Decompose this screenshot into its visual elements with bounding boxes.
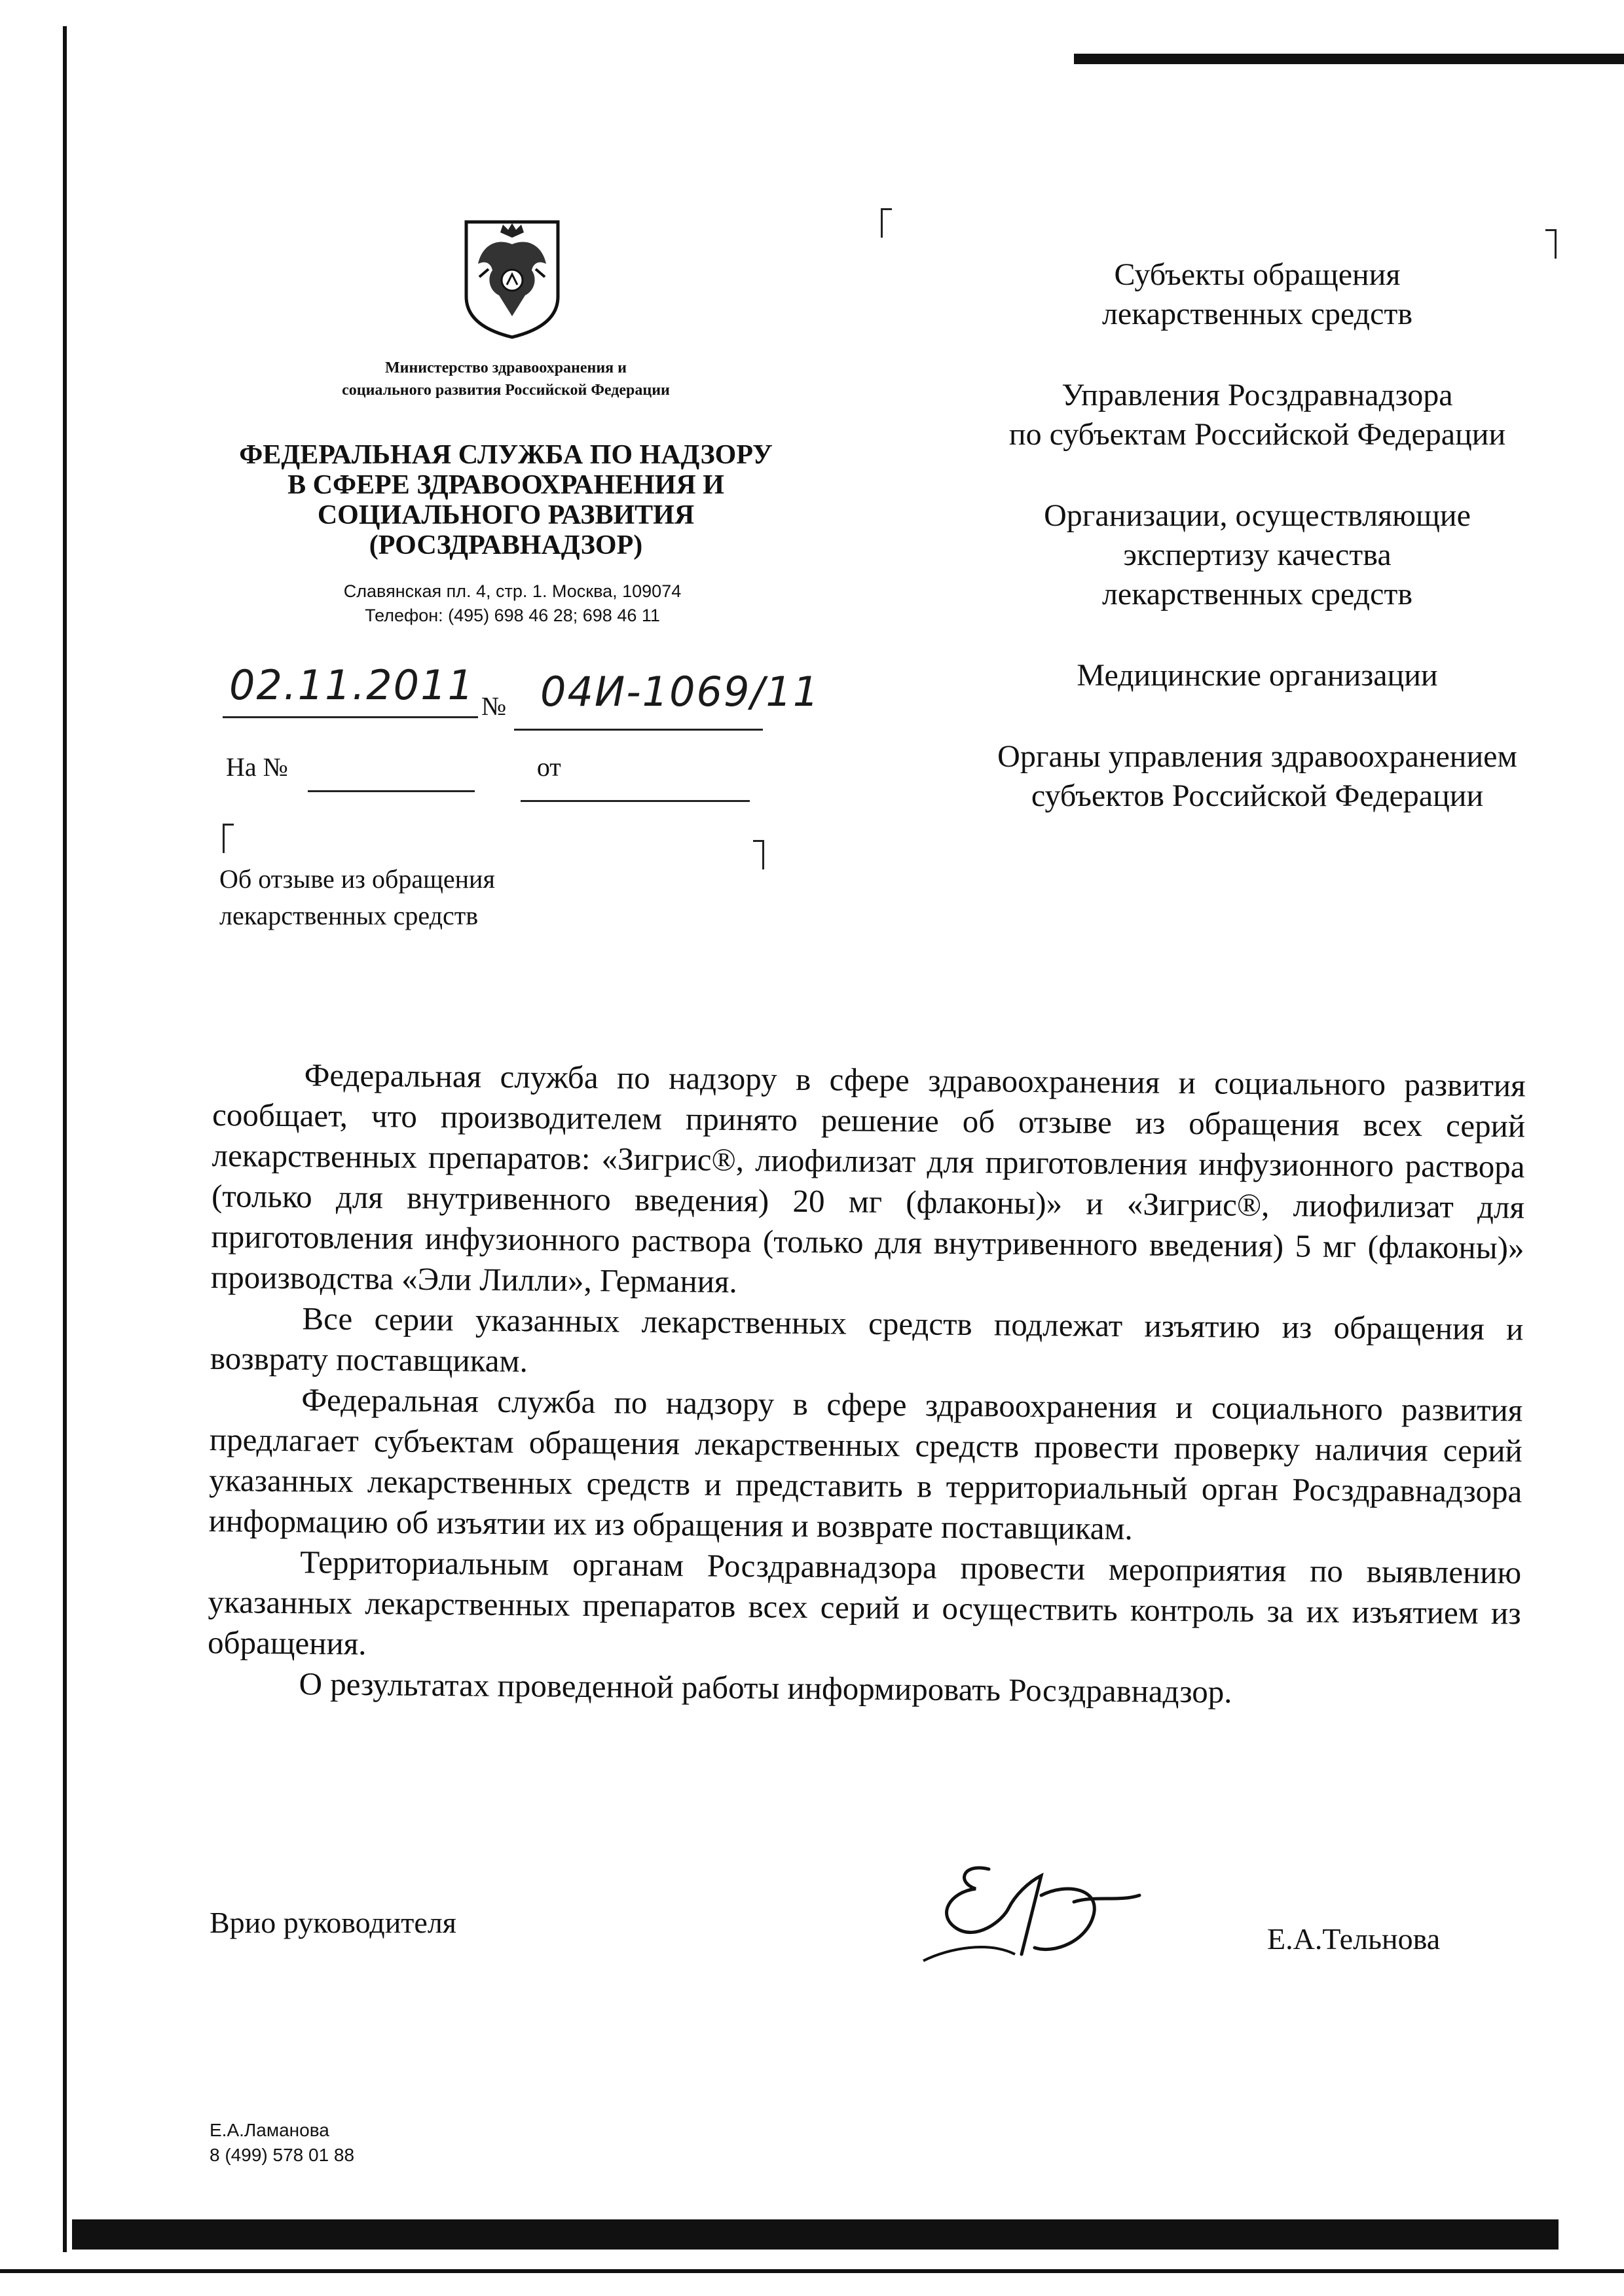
- subject-corner-left: [223, 824, 234, 853]
- letter-date: 02.11.2011: [229, 661, 475, 709]
- executor-phone: 8 (499) 578 01 88: [210, 2145, 355, 2165]
- addressee-list: [930, 255, 1585, 858]
- coat-of-arms-icon: [462, 218, 562, 339]
- body-paragraph: Территориальным органам Росздравнадзора провести мероприятия по выявлению указанных лекарственных препаратов всех серий и осуществить контроль за их изъятием из обращения.: [207, 1544, 1522, 1662]
- addressee-item: Субъекты обращения лекарственных средств: [1101, 257, 1413, 331]
- handwritten-signature: [910, 1856, 1146, 1974]
- agency-name: ФЕДЕРАЛЬНАЯ СЛУЖБА ПО НАДЗОРУ В СФЕРЕ ЗДРАВООХРАНЕНИЯ И СОЦИАЛЬНОГО РАЗВИТИЯ (РОСЗДРАВНАДЗОР): [239, 440, 773, 560]
- scan-border-bottom-line: [0, 2269, 1624, 2273]
- addressee-corner-right: [1545, 229, 1557, 259]
- body-paragraph: Федеральная служба по надзору в сфере здравоохранения и социального развития сообщает, что производителем принято решение об отзыве из обращения всех серий лекарственных препаратов: «Зигрис®, лиофилизат для приготовления инфузионного раствора (только для внутривенного введения) 20 мг (флаконы)» и «Зигрис®, лиофилизат для приготовления инфузионного раствора (только для внутривенного введения) 5 мг (флаконы)» производства «Эли Лилли», Германия.: [210, 1057, 1526, 1300]
- body-paragraph: Федеральная служба по надзору в сфере здравоохранения и социального развития предлагает субъектам обращения лекарственных средств провести проверку наличия серий указанных лекарственных средств и представить в территориальный орган Росздравнадзора информацию об изъятии их из обращения и возврате поставщикам.: [208, 1381, 1523, 1547]
- ref-date-blank: [521, 800, 750, 802]
- addressee-item: Организации, осуществляющие экспертизу качества лекарственных средств: [1044, 498, 1471, 611]
- agency-address: Славянская пл. 4, стр. 1. Москва, 109074 Телефон: (495) 698 46 28; 698 46 11: [343, 581, 682, 625]
- signer-position: Врио руководителя: [210, 1906, 456, 1939]
- letter-body: [207, 1054, 1526, 1715]
- ref-from: от: [536, 752, 561, 782]
- subject-corner-right: [753, 840, 764, 869]
- scan-border-left: [63, 26, 67, 2252]
- letter-subject: Об отзыве из обращения лекарственных средств: [219, 864, 495, 930]
- addressee-corner-left: [881, 208, 892, 238]
- number-underline: [514, 729, 763, 731]
- date-underline: [223, 716, 478, 718]
- scan-border-top: [1074, 54, 1624, 64]
- letter-number: 04И-1069/11: [540, 668, 821, 716]
- executor-info: [210, 2118, 354, 2168]
- body-paragraph: Все серии указанных лекарственных средств подлежат изъятию из обращения и возврату поставщикам.: [210, 1300, 1524, 1379]
- signer-name: Е.А.Тельнова: [1267, 1922, 1441, 1956]
- ref-number-blank: [308, 790, 475, 792]
- addressee-item: Медицинские организации: [1077, 658, 1438, 693]
- addressee-item: Органы управления здравоохранением субъектов Российской Федерации: [997, 739, 1517, 813]
- scan-border-bottom: [72, 2219, 1559, 2250]
- body-paragraph: О результатах проведенной работы информировать Росздравнадзор.: [299, 1666, 1232, 1710]
- reference-line: [226, 752, 561, 782]
- ref-prefix: На №: [226, 752, 288, 782]
- addressee-item: Управления Росздравнадзора по субъектам Российской Федерации: [1008, 378, 1506, 452]
- number-sign: №: [481, 691, 507, 721]
- ministry-name: Министерство здравоохранения и социального развития Российской Федерации: [342, 359, 670, 399]
- executor-name: Е.А.Ламанова: [210, 2120, 329, 2140]
